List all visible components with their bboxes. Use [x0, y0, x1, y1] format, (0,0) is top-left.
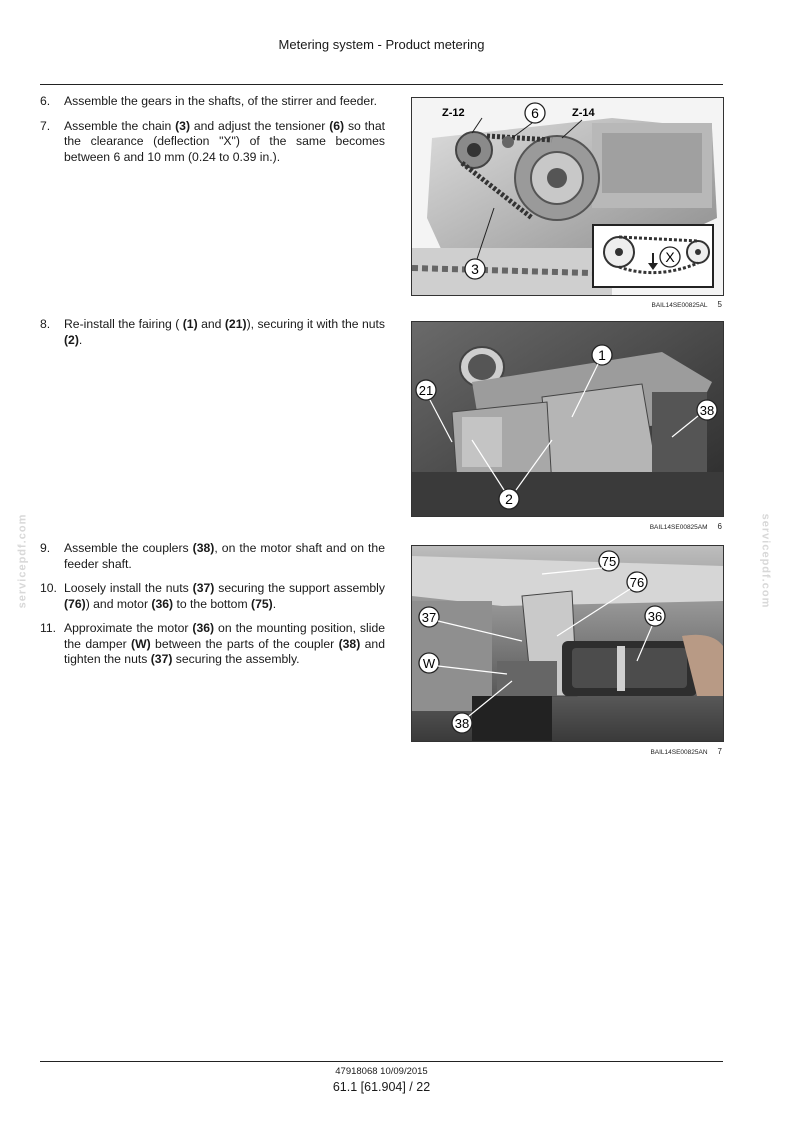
- part-reference: (76): [64, 596, 86, 611]
- part-reference: (38): [338, 636, 361, 651]
- figure-6-code: BAIL14SE00825AM: [649, 524, 708, 531]
- part-reference: (38): [192, 541, 215, 555]
- part-reference: (21): [224, 317, 247, 331]
- step-number: 10.: [40, 581, 57, 595]
- watermark-right: servicepdf.com: [759, 513, 772, 609]
- callout-37: 37: [421, 610, 437, 625]
- step-text-segment: .: [272, 596, 277, 611]
- figure-5-number: 5: [717, 300, 722, 309]
- footer-page-number: 61.1 [61.904] / 22: [332, 1080, 431, 1094]
- step-text: [64, 581, 385, 612]
- step-item: [40, 317, 385, 348]
- part-reference: (1): [182, 317, 198, 331]
- figure-7-code: BAIL14SE00825AN: [650, 749, 708, 756]
- step-number: 8.: [40, 317, 51, 331]
- part-reference: (37): [150, 652, 173, 666]
- header-divider: [40, 84, 723, 85]
- step-text: [64, 119, 385, 166]
- footer-document-id: 47918068 10/09/2015: [335, 1066, 428, 1077]
- part-reference: (6): [329, 118, 345, 133]
- figure-6-caption: [640, 522, 722, 531]
- figure-7-caption: [640, 747, 722, 756]
- callout-2: 2: [505, 491, 513, 507]
- part-reference: (75): [251, 596, 273, 611]
- figure-5-chain-drive: [411, 97, 724, 296]
- part-reference: (W): [131, 636, 151, 651]
- step-item: [40, 621, 385, 668]
- callout-38: 38: [699, 403, 715, 418]
- part-reference: (36): [192, 621, 215, 635]
- callout-3: 3: [471, 261, 479, 277]
- figure-6-fairing: [411, 321, 724, 517]
- step-text-segment: securing the assembly.: [172, 652, 300, 666]
- figure-7-motor-coupling: [411, 545, 724, 742]
- page-header-title: Metering system - Product metering: [278, 37, 485, 52]
- step-item: [40, 94, 385, 110]
- step-group-fairing: [40, 317, 385, 357]
- step-text-segment: and: [197, 317, 225, 331]
- step-text-segment: ), securing it with the nuts: [246, 317, 386, 331]
- step-text-segment: so that the clearance (deflection "X") of the same becomes between 6 and 10 mm (0.24 to 0.39 in.).: [64, 118, 385, 164]
- step-text-segment: on the mounting position, slide the damper: [64, 621, 385, 651]
- step-text-segment: between the parts of the coupler: [150, 636, 339, 651]
- part-reference: (37): [192, 581, 215, 595]
- step-text-segment: to the bottom: [173, 596, 252, 611]
- step-number: 11.: [40, 621, 57, 635]
- step-text-segment: Re-install the fairing (: [64, 317, 183, 331]
- footer-divider: [40, 1061, 723, 1062]
- step-number: 7.: [40, 118, 51, 133]
- callout-w: W: [422, 656, 436, 671]
- step-text-segment: and tighten the nuts: [64, 636, 385, 666]
- callout-z14: Z-14: [572, 107, 595, 119]
- step-number: 6.: [40, 94, 51, 108]
- step-item: [40, 581, 385, 612]
- part-reference: (3): [175, 118, 191, 133]
- callout-76: 76: [629, 575, 645, 590]
- watermark-left: servicepdf.com: [16, 513, 29, 609]
- step-text-segment: .: [78, 332, 83, 347]
- step-text-segment: securing the support assembly: [214, 581, 385, 595]
- step-text-segment: Assemble the couplers: [64, 541, 193, 555]
- step-text-segment: Approximate the motor: [64, 621, 193, 635]
- step-text: [64, 621, 385, 668]
- step-text: [64, 317, 385, 348]
- part-reference: (36): [151, 596, 174, 611]
- callout-36: 36: [647, 609, 663, 624]
- callout-6: 6: [531, 105, 539, 121]
- callout-38b: 38: [454, 716, 470, 731]
- callout-21: 21: [418, 383, 434, 398]
- figure-6-number: 6: [717, 522, 722, 531]
- callout-1: 1: [598, 347, 606, 363]
- figure-7-number: 7: [717, 747, 722, 756]
- step-group-motor: [40, 541, 385, 677]
- step-text-segment: and adjust the tensioner: [190, 118, 330, 133]
- step-number: 9.: [40, 541, 51, 555]
- part-reference: (2): [64, 332, 79, 347]
- step-group-chain: [40, 94, 385, 174]
- callout-z12: Z-12: [442, 107, 465, 119]
- callout-75: 75: [601, 554, 617, 569]
- callout-x: X: [665, 249, 675, 265]
- step-text-segment: Assemble the gears in the shafts, of the stirrer and feeder.: [64, 94, 377, 108]
- figure-5-caption: [640, 300, 722, 309]
- step-text-segment: ) and motor: [85, 596, 152, 611]
- step-text: [64, 541, 385, 572]
- step-text-segment: Assemble the chain: [64, 118, 176, 133]
- step-item: [40, 541, 385, 572]
- step-text-segment: Loosely install the nuts: [64, 581, 193, 595]
- step-text: [64, 94, 385, 110]
- figure-5-code: BAIL14SE00825AL: [651, 302, 708, 309]
- step-item: [40, 119, 385, 166]
- step-text-segment: , on the motor shaft and on the feeder shaft.: [64, 541, 385, 571]
